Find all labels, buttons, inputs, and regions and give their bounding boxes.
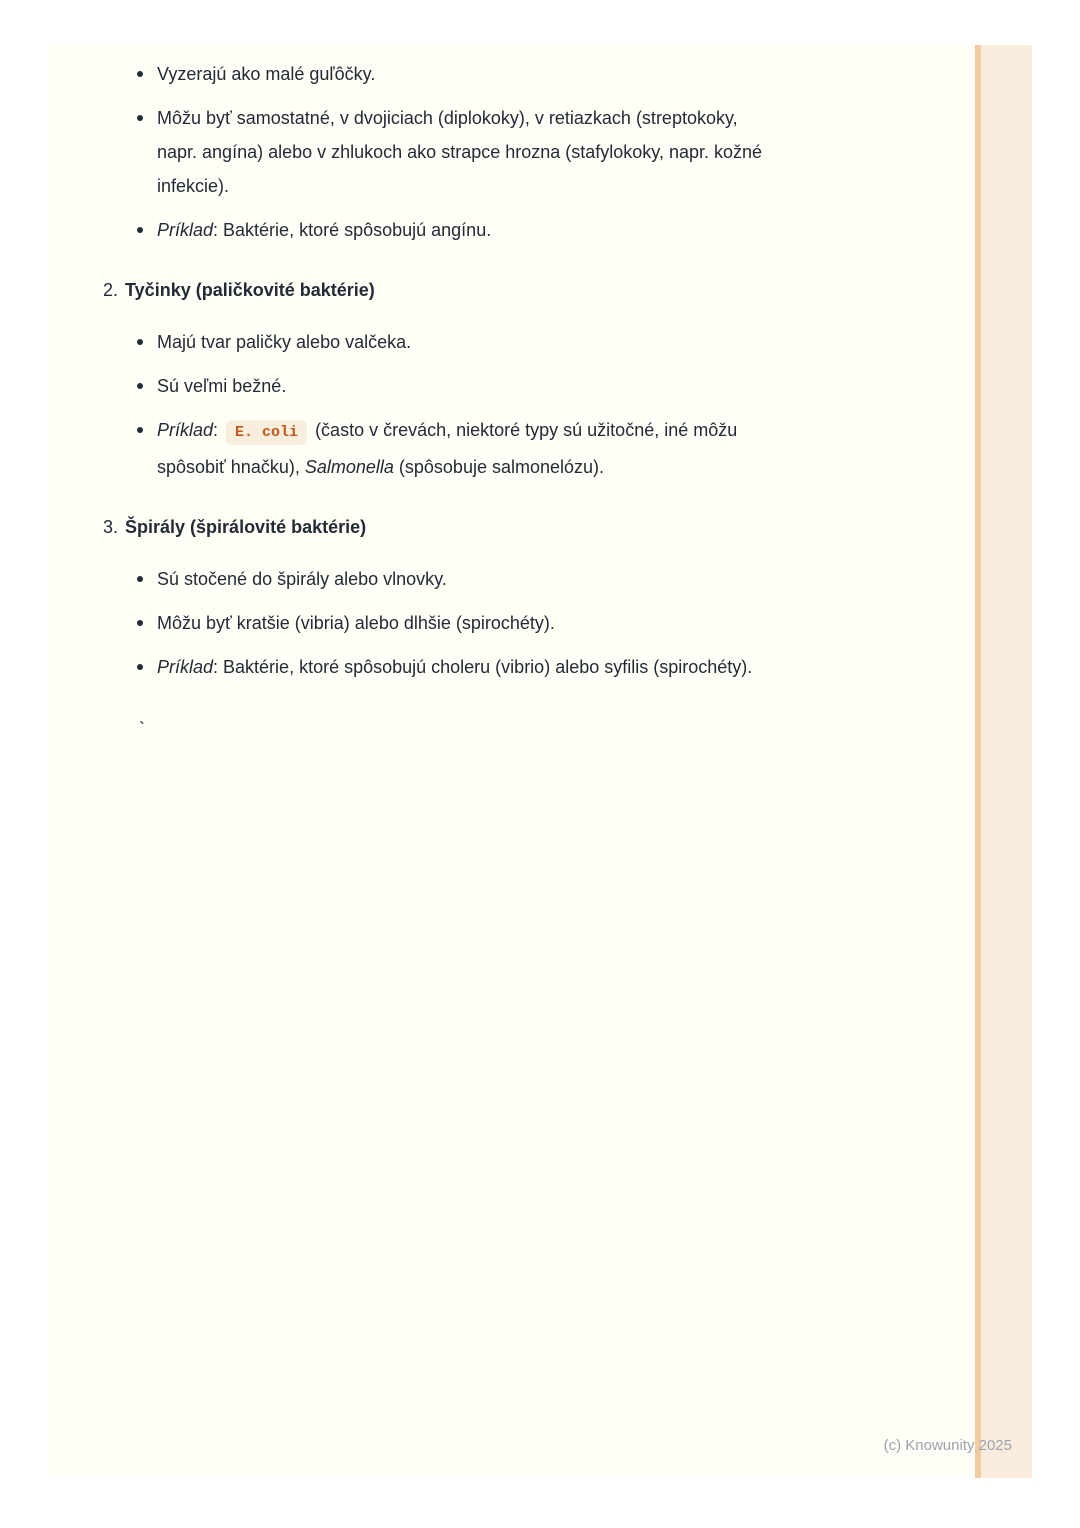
bullet-text: : [213,420,224,440]
section-title: Tyčinky (paličkovité baktérie) [125,280,375,300]
example-label: Príklad [157,657,214,677]
bullet-text: Môžu byť samostatné, v dvojiciach (diplokoky), v retiazkach (streptokoky, napr. angína) alebo v zhlukoch ako strapce hrozna (stafylokoky, napr. kožné infekcie). [157,108,763,196]
spiraly-bullet-list [103,562,777,684]
list-item [103,650,777,684]
list-item [103,562,777,596]
bullet-icon [137,664,143,670]
list-item [103,57,777,91]
bullet-icon [137,576,143,582]
document-page [48,45,1032,1478]
list-item [103,325,777,359]
bullet-text: Môžu byť kratšie (vibria) alebo dlhšie (spirochéty). [157,613,555,633]
bullet-text: Sú veľmi bežné. [157,376,287,396]
inline-code-chip: E. coli [226,420,307,445]
bullet-icon [137,383,143,389]
bullet-text: : Baktérie, ktoré spôsobujú choleru (vibrio) alebo syfilis (spirochéty). [213,657,753,677]
section-number: 2. [103,280,119,300]
stray-character: ` [139,719,145,739]
bullet-icon [137,115,143,121]
list-item [103,606,777,640]
bullet-text: (spôsobuje salmonelózu). [393,457,605,477]
bullet-icon [137,227,143,233]
bullet-text: : Baktérie, ktoré spôsobujú angínu. [213,220,492,240]
example-label: Príklad [157,220,214,240]
species-name: Salmonella [304,457,394,477]
bullet-text: (často v črevách, niektoré typy sú užitočné, iné môžu spôsobiť hnačku), [157,420,738,477]
bullet-icon [137,427,143,433]
bullet-icon [137,620,143,626]
list-item [103,101,777,203]
copyright-footer: (c) Knowunity 2025 [883,1437,1012,1454]
bullet-text: Vyzerajú ako malé guľôčky. [157,64,376,84]
section-heading-tycinky [103,273,777,307]
cocci-bullet-list [103,57,777,247]
list-item [103,369,777,403]
bullet-icon [137,339,143,345]
section-number: 3. [103,517,119,537]
tycinky-bullet-list [103,325,777,484]
list-item [103,413,777,484]
bullet-icon [137,71,143,77]
page-edge-strip [975,45,1032,1478]
list-item [103,213,777,247]
document-content [103,57,777,746]
section-title: Špirály (špirálovité baktérie) [125,517,367,537]
bullet-text: Sú stočené do špirály alebo vlnovky. [157,569,447,589]
bullet-text: Majú tvar paličky alebo valčeka. [157,332,412,352]
section-heading-spiraly [103,510,777,544]
example-label: Príklad [157,420,214,440]
